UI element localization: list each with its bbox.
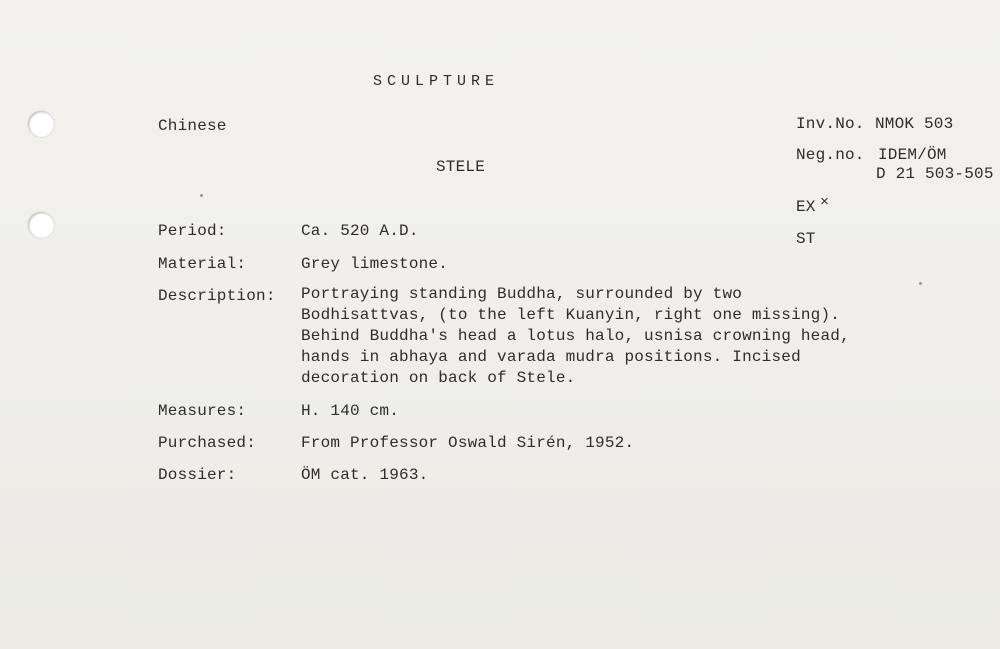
material-value: Grey limestone. <box>301 255 449 273</box>
period-label: Period: <box>158 222 227 240</box>
description-line-4: hands in abhaya and varada mudra positions. Incised <box>301 348 801 366</box>
neg-no-label: Neg.no. <box>796 146 865 164</box>
description-line-5: decoration on back of Stele. <box>301 369 576 387</box>
description-line-2: Bodhisattvas, (to the left Kuanyin, right one missing). <box>301 306 841 324</box>
origin-label: Chinese <box>158 117 227 135</box>
paper-speck <box>200 194 203 197</box>
measures-value: H. 140 cm. <box>301 402 400 420</box>
material-label: Material: <box>158 255 247 273</box>
neg-no-value-line-1: IDEM/ÖM <box>878 146 947 164</box>
st-mark: ST <box>796 230 816 248</box>
purchased-value: From Professor Oswald Sirén, 1952. <box>301 434 635 452</box>
description-label: Description: <box>158 287 276 305</box>
purchased-label: Purchased: <box>158 434 257 452</box>
punch-hole-top <box>28 111 54 137</box>
period-value: Ca. 520 A.D. <box>301 222 419 240</box>
paper-speck <box>919 282 922 285</box>
inv-no-label: Inv.No. <box>796 115 865 133</box>
description-line-1: Portraying standing Buddha, surrounded by two <box>301 285 743 303</box>
description-line-3: Behind Buddha's head a lotus halo, usnisa crowning head, <box>301 327 850 345</box>
dossier-label: Dossier: <box>158 466 237 484</box>
measures-label: Measures: <box>158 402 247 420</box>
ex-mark: EX <box>796 198 816 216</box>
object-title: STELE <box>436 158 486 176</box>
neg-no-value-line-2: D 21 503-505 <box>876 165 994 183</box>
card-heading: SCULPTURE <box>373 73 500 90</box>
dossier-value: ÖM cat. 1963. <box>301 466 429 484</box>
ex-cross-mark: × <box>820 194 830 211</box>
punch-hole-bottom <box>28 212 54 238</box>
inv-no-value: NMOK 503 <box>875 115 954 133</box>
